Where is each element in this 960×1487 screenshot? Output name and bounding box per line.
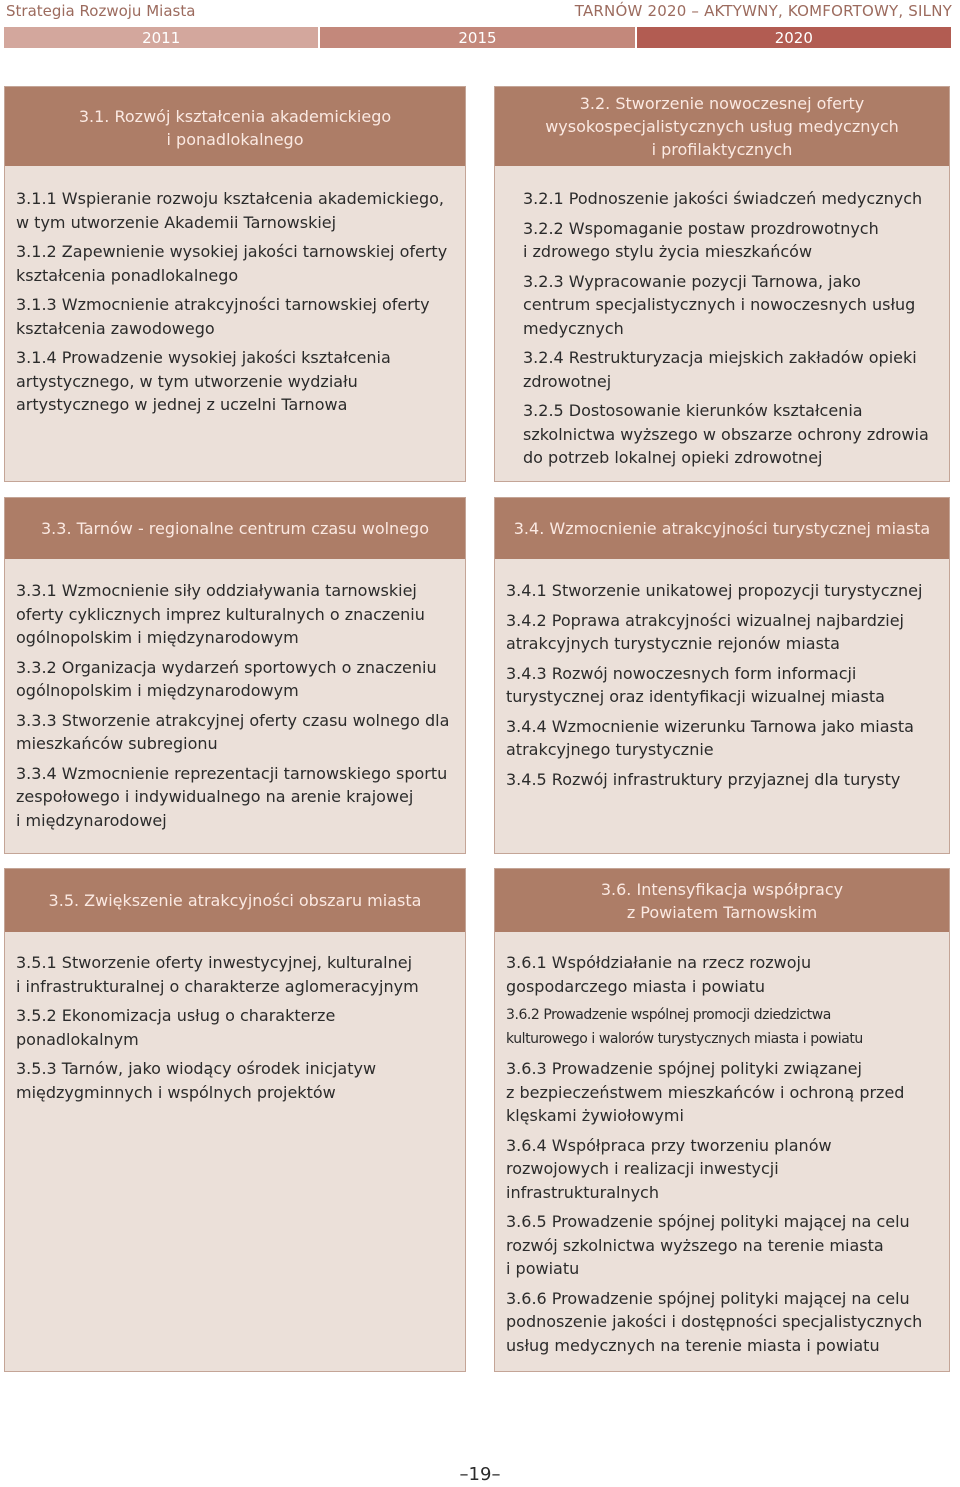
timeline-year-2020: 2020 — [637, 27, 951, 48]
objective-3-3-2: 3.3.2 Organizacja wydarzeń sportowych o znaczeniu ogólnopolskim i międzynarodowym — [16, 657, 437, 700]
panel-3-6-items — [495, 951, 949, 1363]
panel-3-1-items — [5, 187, 465, 423]
objective-3-5-2: 3.5.2 Ekonomizacja usług o charakterze ponadlokalnym — [16, 1006, 336, 1049]
objective-3-1-4: 3.1.4 Prowadzenie wysokiej jakości kształcenia artystycznego, w tym utworzenie wydziału artystycznego w jednej z uczelni Tarnowa — [16, 348, 391, 414]
objective-3-2-4: 3.2.4 Restrukturyzacja miejskich zakładów opieki zdrowotnej — [523, 348, 917, 391]
objective-3-1-2: 3.1.2 Zapewnienie wysokiej jakości tarnowskiej oferty kształcenia ponadlokalnego — [16, 242, 448, 285]
panel-3-6-heading — [495, 869, 949, 932]
timeline-year-2015: 2015 — [320, 27, 634, 48]
panel-3-4 — [494, 497, 950, 854]
objective-3-6-3: 3.6.3 Prowadzenie spójnej polityki związanej z bezpieczeństwem mieszkańców i ochroną przed klęskami żywiołowymi — [506, 1059, 905, 1125]
panel-3-3 — [4, 497, 466, 854]
panel-3-1 — [4, 86, 466, 482]
panel-3-3-heading — [5, 498, 465, 559]
objective-3-4-5: 3.4.5 Rozwój infrastruktury przyjaznej dla turysty — [506, 769, 901, 789]
panel-3-5-items — [5, 951, 465, 1110]
panel-3-2-heading — [495, 87, 949, 166]
panel-3-4-heading — [495, 498, 949, 559]
document-title: Strategia Rozwoju Miasta — [6, 2, 196, 20]
panel-3-3-items — [5, 579, 465, 838]
panel-3-1-title: 3.1. Rozwój kształcenia akademickiego i ponadlokalnego — [78, 106, 392, 149]
panel-3-1-heading — [5, 87, 465, 166]
objective-3-2-2: 3.2.2 Wspomaganie postaw prozdrowotnych i zdrowego stylu życia mieszkańców — [523, 218, 879, 261]
panel-3-6 — [494, 868, 950, 1372]
objective-3-3-3: 3.3.3 Stworzenie atrakcyjnej oferty czasu wolnego dla mieszkańców subregionu — [16, 710, 450, 753]
page-number: –19– — [459, 1464, 501, 1485]
panel-3-3-title: 3.3. Tarnów - regionalne centrum czasu wolnego — [41, 519, 429, 538]
objective-3-4-3: 3.4.3 Rozwój nowoczesnych form informacji turystycznej oraz identyfikacji wizualnej miasta — [506, 663, 885, 706]
objective-3-4-4: 3.4.4 Wzmocnienie wizerunku Tarnowa jako miasta atrakcyjnego turystycznie — [506, 716, 914, 759]
objective-3-5-3: 3.5.3 Tarnów, jako wiodący ośrodek inicjatyw międzygminnych i wspólnych projektów — [16, 1059, 377, 1102]
panel-3-5-title: 3.5. Zwiększenie atrakcyjności obszaru miasta — [48, 891, 422, 910]
objective-3-5-1: 3.5.1 Stworzenie oferty inwestycyjnej, kulturalnej i infrastrukturalnej o charakterze aglomeracyjnym — [16, 953, 419, 996]
strategy-slogan: TARNÓW 2020 – AKTYWNY, KOMFORTOWY, SILNY — [574, 2, 952, 20]
panel-3-2-title: 3.2. Stworzenie nowoczesnej oferty wysokospecjalistycznych usług medycznych i profilaktycznych — [545, 94, 899, 159]
panel-3-2-items — [495, 187, 949, 476]
panel-3-4-title: 3.4. Wzmocnienie atrakcyjności turystycznej miasta — [513, 519, 931, 538]
objective-3-4-1: 3.4.1 Stworzenie unikatowej propozycji turystycznej — [506, 581, 923, 600]
objective-3-2-3: 3.2.3 Wypracowanie pozycji Tarnowa, jako centrum specjalistycznych i nowoczesnych usług medycznych — [523, 271, 916, 338]
objective-3-6-4: 3.6.4 Współpraca przy tworzeniu planów rozwojowych i realizacji inwestycji infrastrukturalnych — [506, 1135, 832, 1202]
objective-3-6-1: 3.6.1 Współdziałanie na rzecz rozwoju gospodarczego miasta i powiatu — [506, 953, 812, 996]
panel-3-5 — [4, 868, 466, 1372]
objective-3-6-2: 3.6.2 Prowadzenie wspólnej promocji dziedzictwa kulturowego i walorów turystycznych miasta i powiatu — [506, 1007, 863, 1047]
objective-3-3-4: 3.3.4 Wzmocnienie reprezentacji tarnowskiego sportu zespołowego i indywidualnego na arenie krajowej i międzynarodowej — [16, 763, 448, 830]
objective-3-1-3: 3.1.3 Wzmocnienie atrakcyjności tarnowskiej oferty kształcenia zawodowego — [16, 295, 430, 338]
objective-3-6-5: 3.6.5 Prowadzenie spójnej polityki mającej na celu rozwój szkolnictwa wyższego na terenie miasta i powiatu — [506, 1212, 910, 1278]
objective-3-1-1: 3.1.1 Wspieranie rozwoju kształcenia akademickiego, w tym utworzenie Akademii Tarnowskiej — [16, 189, 445, 232]
panel-3-5-heading — [5, 869, 465, 932]
objective-3-2-1: 3.2.1 Podnoszenie jakości świadczeń medycznych — [523, 189, 923, 208]
timeline-bar — [4, 27, 951, 48]
panel-3-2 — [494, 86, 950, 482]
objective-3-6-6: 3.6.6 Prowadzenie spójnej polityki mającej na celu podnoszenie jakości i dostępności specjalistycznych usług medycznych na terenie miasta i powiatu — [506, 1288, 923, 1355]
objective-3-4-2: 3.4.2 Poprawa atrakcyjności wizualnej najbardziej atrakcyjnych turystycznie rejonów miasta — [506, 610, 904, 653]
objective-3-2-5: 3.2.5 Dostosowanie kierunków kształcenia szkolnictwa wyższego w obszarze ochrony zdrowia do potrzeb lokalnej opieki zdrowotnej — [523, 401, 929, 467]
panel-3-6-title: 3.6. Intensyfikacja współpracy z Powiatem Tarnowskim — [600, 879, 844, 922]
objective-3-3-1: 3.3.1 Wzmocnienie siły oddziaływania tarnowskiej oferty cyklicznych imprez kulturalnych o znaczeniu ogólnopolskim i międzynarodowym — [16, 581, 425, 647]
timeline-year-2011: 2011 — [4, 27, 318, 48]
panel-3-4-items — [495, 579, 949, 797]
